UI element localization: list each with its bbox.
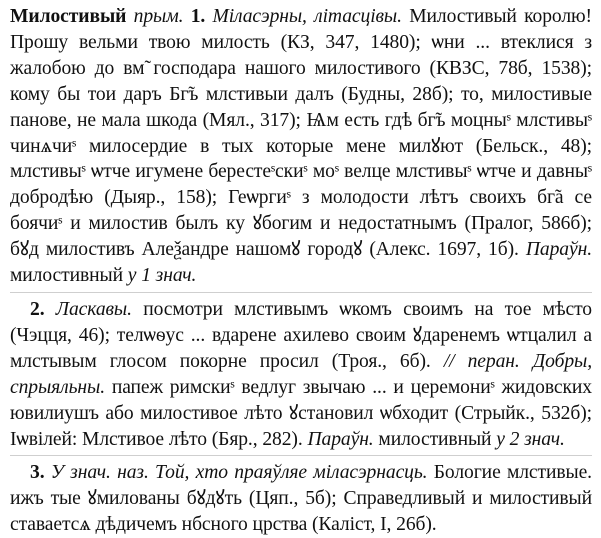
compare-word: милостивный xyxy=(378,428,492,450)
headword: Милостивый xyxy=(10,6,127,27)
sense-definition: У знач. наз. Той, хто праяўляе міласэрнасць. xyxy=(50,462,428,484)
sense-number: 2. xyxy=(30,298,45,320)
sense-2 xyxy=(10,297,592,452)
sense-divider xyxy=(10,292,592,293)
citations: посмотри млстивымъ ѡкомъ своимъ на тое мѣсто (Чэцця, 46); телѡѳус ... вдарене ахилево своим ꙋдаренемъ ѡтцалил а млстывым глосом покорне просил (Троя., 6б). xyxy=(10,298,592,372)
citations: Бологие млстивые. ижъ тые ꙋмилованы бꙋдꙋть (Цяп., 5б); Справедливый и милостивый ставаетсѧ дѣдичемъ нбсного црства (Каліст, I, 26б). xyxy=(10,462,592,536)
sense-3 xyxy=(10,460,592,538)
compare-label: Параўн. xyxy=(307,428,374,450)
part-of-speech: прым. xyxy=(133,6,184,27)
compare-word: милостивный xyxy=(10,265,123,287)
sense-definition: Міласэрны, літасцівы. xyxy=(212,6,402,27)
sense-1 xyxy=(10,4,592,289)
compare-label: Параўн. xyxy=(525,239,592,261)
citations: Милостивый королю! Прошу вельми твою милость (КЗ, 347, 1480); ѡни ... втеклися з жалобою до вм̃ господара нашого милостивого (КВЗС, 78б, 1538); кому бы тои даръ Бг̃ъ млстивыи далъ (Будны, 28б); то, милостивые панове, не мала шкода (Мял., 317); Ѩм есть гдѣ бг̃ъ моцныˢ млстивыˢ чинѧчиˢ милосердие в тых которые мене милꙋют (Бельск., 48); млстивыˢ ѡтче игумене берестеˢскиˢ моˢ велце млстивыˢ ѡтче и давныˢ добродѣю (Дыяр., 158); Геѡргиˢ з молодости лѣтъ своихъ бг̃а се боячиˢ и милостив былъ ку ꙋбогим и недостатнымъ (Пралог, 586б); бꙋд милостивъ Алеѯандре нашомꙋ городꙋ (Алекс. 1697, 1б). xyxy=(10,6,592,261)
sense-number: 1. xyxy=(190,6,206,27)
sense-divider xyxy=(10,455,592,456)
compare-sense: у 2 знач. xyxy=(496,428,565,450)
compare-sense: у 1 знач. xyxy=(127,265,197,287)
sense-number: 3. xyxy=(30,462,45,484)
citations: папеж римскиˢ ведлуг звычаю ... и церемониˢ жидовских ювилиушъ або милостивое лѣто ꙋстановил ѡбходит (Стрыйк., 532б); Іѡвілей: Млстивое лѣто (Бяр., 282). xyxy=(10,376,592,450)
figurative-definition: // перан. Добры, спрыяльны. xyxy=(10,350,592,398)
sense-definition: Ласкавы. xyxy=(55,298,132,320)
